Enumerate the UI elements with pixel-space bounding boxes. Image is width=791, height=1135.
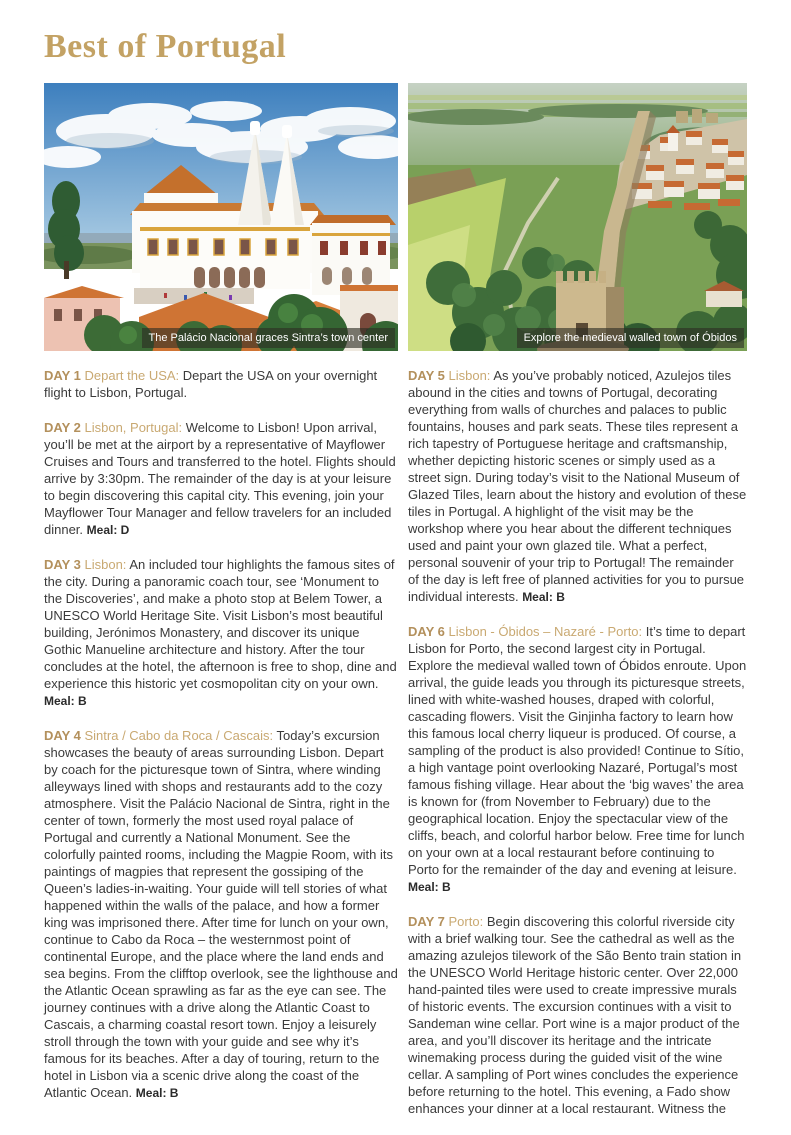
day-7-location: Porto: xyxy=(448,914,484,929)
day-entry-4 xyxy=(44,727,398,1102)
day-5-body: As you’ve probably noticed, Azulejos tiles abound in the cities and towns of Portugal, decorating everything from walls of churches and palaces to public fountains, houses and park seats. These tiles represent a rich tapestry of Portuguese heritage and craftsmanship, whether depicting historic scenes or simply used as a street sign. During today’s visit to the National Museum of Glazed Tiles, learn about the history and evolution of these tiles in Portugal. A highlight of the visit may be the workshop where you hear about the different techniques used and paint your own glazed tile. What a perfect, personal souvenir of your trip to Portugal! The remainder of the day is left free of planned activities for you to pursue individual interests. xyxy=(408,368,747,604)
day-6-location: Lisbon - Óbidos – Nazaré - Porto: xyxy=(448,624,643,639)
day-entry-1 xyxy=(44,367,398,402)
day-entry-3 xyxy=(44,556,398,710)
day-1-body: Depart the USA on your overnight flight to Lisbon, Portugal. xyxy=(44,368,378,400)
day-3-label: DAY 3 xyxy=(44,557,81,572)
day-7-body: Begin discovering this colorful riverside city with a brief walking tour. See the cathedral as well as the amazing azulejos tilework of the São Bento train station in the UNESCO World Heritage historic center. Over 22,000 hand-painted tiles were used to create impressive murals of historic events. The excursion continues with a visit to Sandeman wine cellar. Port wine is a major product of the area, and you’ll discover its heritage and the intricate winemaking process during the guided visit of the wine cellar. A sampling of Port wines concludes the experience before returning to the hotel. This evening, a Fado show enhances your dinner at a local restaurant. Witness the xyxy=(408,914,742,1116)
day-4-location: Sintra / Cabo da Roca / Cascais: xyxy=(84,728,274,743)
day-6-meal: Meal: B xyxy=(408,880,451,894)
day-5-meal: Meal: B xyxy=(522,590,565,604)
sintra-photo-illustration xyxy=(44,83,398,351)
day-1-label: DAY 1 xyxy=(44,368,81,383)
photo-row xyxy=(44,83,747,351)
itinerary-columns xyxy=(44,367,747,1135)
day-entry-5 xyxy=(408,367,747,606)
day-7-label: DAY 7 xyxy=(408,914,445,929)
itinerary-column-left xyxy=(44,367,398,1135)
day-6-label: DAY 6 xyxy=(408,624,445,639)
day-entry-6 xyxy=(408,623,747,896)
day-entry-7 xyxy=(408,913,747,1118)
sintra-photo-caption: The Palácio Nacional graces Sintra’s town center xyxy=(142,328,395,348)
day-1-location: Depart the USA: xyxy=(84,368,180,383)
itinerary-column-right xyxy=(408,367,747,1135)
day-2-location: Lisbon, Portugal: xyxy=(84,420,183,435)
day-4-meal: Meal: B xyxy=(135,1086,179,1100)
day-2-body: Welcome to Lisbon! Upon arrival, you’ll be met at the airport by a representative of Mayflower Cruises and Tours and transferred to the hotel. Flights should arrive by 3:30pm. The remainder of the day is at your leisure to begin discovering this capital city. This evening, join your Mayflower Tour Manager and fellow travelers for an included dinner. xyxy=(44,420,396,537)
day-3-meal: Meal: B xyxy=(44,694,87,708)
day-6-body: It’s time to depart Lisbon for Porto, the second largest city in Portugal. Explore the medieval walled town of Óbidos enroute. Upon arrival, the guide leads you through its picturesque streets, lined with white-washed houses, draped with colorful, cascading flowers. Visit the Ginjinha factory to learn how this famous local cherry liqueur is produced. Of course, a sampling of the product is also provided! Continue to Sítio, a high vantage point overlooking Nazaré, Portugal’s most famous fishing village. Hear about the ‘big waves’ the area is known for (from November to February) due to the geographical location. Enjoy the spectacular view of the cliffs, beach, and colorful harbor below. Free time for lunch on your own at a local restaurant before continuing to Porto for the remainder of the day and evening at leisure. xyxy=(408,624,747,877)
day-entry-2 xyxy=(44,419,398,539)
day-4-label: DAY 4 xyxy=(44,728,81,743)
sintra-photo xyxy=(44,83,398,351)
obidos-photo xyxy=(408,83,747,351)
day-3-body: An included tour highlights the famous sites of the city. During a panoramic coach tour, see ‘Monument to the Discoveries’, and make a photo stop at Belem Tower, a UNESCO World Heritage Site. Visit Lisbon’s most beautiful building, Jerónimos Monastery, and discover its unique Gothic Manueline architecture and history. After the tour concludes at the hotel, the afternoon is free to shop, dine and experience this historic yet cosmopolitan city on your own. xyxy=(44,557,397,691)
day-2-meal: Meal: D xyxy=(86,523,130,537)
day-5-label: DAY 5 xyxy=(408,368,445,383)
day-2-label: DAY 2 xyxy=(44,420,81,435)
page-title: Best of Portugal xyxy=(44,28,287,65)
obidos-photo-caption: Explore the medieval walled town of Óbidos xyxy=(517,328,744,348)
obidos-photo-illustration xyxy=(408,83,747,351)
day-5-location: Lisbon: xyxy=(448,368,491,383)
day-4-body: Today’s excursion showcases the beauty of areas surrounding Lisbon. Depart by coach for the picturesque town of Sintra, where winding alleyways lined with shops and restaurants add to the cozy atmosphere. Visit the Palácio Nacional de Sintra, right in the center of town, formerly the most used royal palace of Portugal and currently a National Monument. See the colorfully painted rooms, including the Magpie Room, with its paintings of magpies that represent the gossiping of the Queen’s ladies-in-waiting. Your guide will tell stories of what happened within the walls of the palace, and how a former king was imprisoned there. After time for lunch on your own, continue to Cabo da Roca – the westernmost point of continental Europe, and the place where the land ends and sea begins. From the clifftop overlook, see the lighthouse and the Atlantic Ocean sprawling as far as the eye can see. The journey continues with a drive along the Atlantic Coast to Cascais, a charming coastal resort town. Enjoy a leisurely stroll through the town with your guide and see why it’s famous for its beaches. After a day of touring, return to the hotel in Lisbon via a scenic drive along the coast of the Atlantic Ocean. xyxy=(44,728,398,1100)
brochure-page xyxy=(0,28,791,1135)
day-3-location: Lisbon: xyxy=(84,557,127,572)
